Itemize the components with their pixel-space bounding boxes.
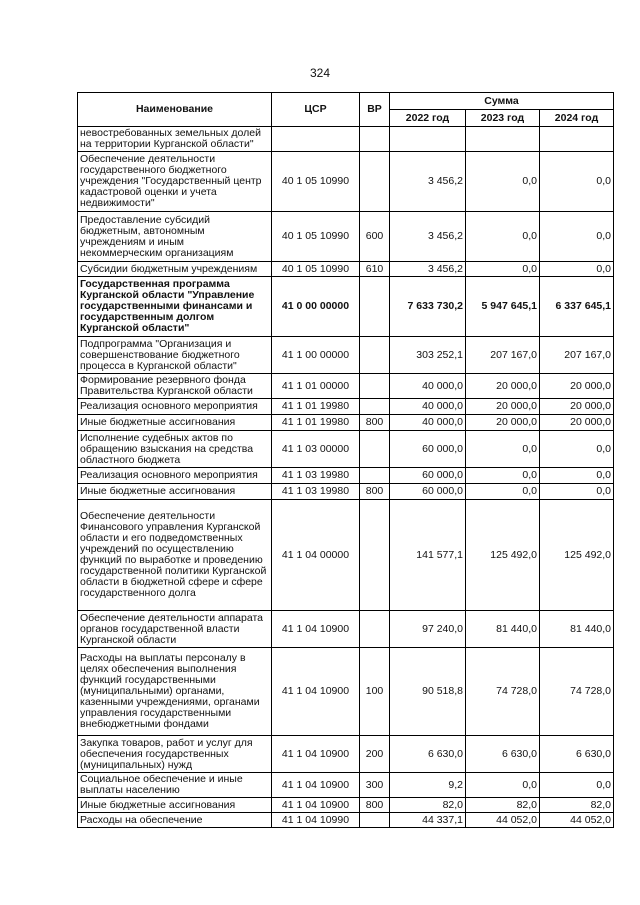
row-value-2023: 5 947 645,1	[466, 277, 540, 337]
row-csr: 41 1 01 19980	[272, 415, 360, 431]
row-name: Предоставление субсидий бюджетным, автономным учреждениям и иным некоммерческим организациям	[78, 212, 272, 262]
row-vr	[360, 399, 390, 415]
row-value-2024: 207 167,0	[540, 337, 614, 374]
row-value-2022: 82,0	[390, 798, 466, 813]
row-value-2023: 82,0	[466, 798, 540, 813]
row-name: Реализация основного мероприятия	[78, 468, 272, 484]
table-row	[78, 337, 614, 374]
row-vr: 800	[360, 484, 390, 500]
row-vr: 800	[360, 798, 390, 813]
row-value-2022: 3 456,2	[390, 212, 466, 262]
row-csr: 41 1 04 10900	[272, 736, 360, 773]
row-csr: 41 1 04 10900	[272, 798, 360, 813]
row-csr: 41 1 04 10900	[272, 611, 360, 648]
table-row	[78, 212, 614, 262]
header-name: Наименование	[78, 93, 272, 127]
row-value-2022: 40 000,0	[390, 415, 466, 431]
row-name: Подпрограмма "Организация и совершенствование бюджетного процесса в Курганской области"	[78, 337, 272, 374]
row-name: Иные бюджетные ассигнования	[78, 415, 272, 431]
page-number: 324	[309, 66, 331, 80]
row-value-2023: 44 052,0	[466, 813, 540, 828]
row-value-2024: 0,0	[540, 773, 614, 798]
row-csr: 41 1 03 19980	[272, 468, 360, 484]
row-name: Обеспечение деятельности аппарата органов государственной власти Курганской области	[78, 611, 272, 648]
table-row	[78, 374, 614, 399]
row-value-2023: 0,0	[466, 773, 540, 798]
row-csr: 40 1 05 10990	[272, 212, 360, 262]
table-row	[78, 611, 614, 648]
table-row	[78, 798, 614, 813]
row-value-2024: 125 492,0	[540, 500, 614, 611]
row-value-2022: 3 456,2	[390, 152, 466, 212]
row-value-2023: 125 492,0	[466, 500, 540, 611]
row-name: Расходы на обеспечение	[78, 813, 272, 828]
row-vr	[360, 611, 390, 648]
row-csr: 41 1 03 19980	[272, 484, 360, 500]
row-value-2023: 6 630,0	[466, 736, 540, 773]
row-csr: 41 1 01 00000	[272, 374, 360, 399]
row-value-2024	[540, 127, 614, 152]
row-name: Социальное обеспечение и иные выплаты населению	[78, 773, 272, 798]
row-csr: 41 1 04 10990	[272, 813, 360, 828]
row-value-2022: 44 337,1	[390, 813, 466, 828]
row-vr: 300	[360, 773, 390, 798]
table-row	[78, 500, 614, 611]
row-value-2024: 0,0	[540, 484, 614, 500]
header-vr: ВР	[360, 93, 390, 127]
row-vr	[360, 127, 390, 152]
table-row	[78, 262, 614, 277]
row-name: Расходы на выплаты персоналу в целях обеспечения выполнения функций государственными (муниципальными) органами, казенными учреждениями, органами управления государственными внебюджетными фондами	[78, 648, 272, 736]
table-row	[78, 415, 614, 431]
row-vr: 610	[360, 262, 390, 277]
row-vr: 800	[360, 415, 390, 431]
row-value-2024: 20 000,0	[540, 399, 614, 415]
header-row-top	[78, 93, 614, 110]
table-row	[78, 773, 614, 798]
header-year-2022: 2022 год	[390, 110, 466, 127]
row-value-2023: 81 440,0	[466, 611, 540, 648]
row-value-2024: 20 000,0	[540, 415, 614, 431]
table-row	[78, 813, 614, 828]
header-year-2024: 2024 год	[540, 110, 614, 127]
row-value-2022: 40 000,0	[390, 374, 466, 399]
row-value-2024: 44 052,0	[540, 813, 614, 828]
table-row	[78, 648, 614, 736]
row-value-2024: 74 728,0	[540, 648, 614, 736]
header-csr: ЦСР	[272, 93, 360, 127]
row-vr	[360, 374, 390, 399]
budget-table	[77, 92, 614, 828]
row-value-2022: 303 252,1	[390, 337, 466, 374]
header-sum: Сумма	[390, 93, 614, 110]
row-value-2022: 9,2	[390, 773, 466, 798]
row-value-2023: 20 000,0	[466, 399, 540, 415]
row-csr: 40 1 05 10990	[272, 152, 360, 212]
row-value-2024: 0,0	[540, 152, 614, 212]
row-value-2023: 0,0	[466, 431, 540, 468]
row-value-2023: 74 728,0	[466, 648, 540, 736]
row-value-2022: 6 630,0	[390, 736, 466, 773]
row-value-2022: 90 518,8	[390, 648, 466, 736]
row-name: Субсидии бюджетным учреждениям	[78, 262, 272, 277]
row-name: Исполнение судебных актов по обращению взыскания на средства областного бюджета	[78, 431, 272, 468]
row-value-2022	[390, 127, 466, 152]
row-vr	[360, 152, 390, 212]
row-csr: 40 1 05 10990	[272, 262, 360, 277]
row-value-2024: 0,0	[540, 468, 614, 484]
row-value-2022: 141 577,1	[390, 500, 466, 611]
row-value-2023: 0,0	[466, 468, 540, 484]
row-value-2023: 0,0	[466, 152, 540, 212]
table-row	[78, 431, 614, 468]
table-row	[78, 468, 614, 484]
row-value-2024: 20 000,0	[540, 374, 614, 399]
row-vr	[360, 813, 390, 828]
row-csr: 41 1 04 00000	[272, 500, 360, 611]
row-value-2023: 0,0	[466, 212, 540, 262]
row-name: Формирование резервного фонда Правительства Курганской области	[78, 374, 272, 399]
row-value-2022: 97 240,0	[390, 611, 466, 648]
row-vr	[360, 337, 390, 374]
row-name: Государственная программа Курганской области "Управление государственными финансами и государственным долгом Курганской области"	[78, 277, 272, 337]
row-vr	[360, 431, 390, 468]
header-year-2023: 2023 год	[466, 110, 540, 127]
row-value-2024: 81 440,0	[540, 611, 614, 648]
row-vr: 200	[360, 736, 390, 773]
row-vr	[360, 277, 390, 337]
row-value-2022: 3 456,2	[390, 262, 466, 277]
row-value-2022: 60 000,0	[390, 468, 466, 484]
row-value-2023	[466, 127, 540, 152]
row-value-2024: 6 630,0	[540, 736, 614, 773]
row-csr: 41 1 04 10900	[272, 648, 360, 736]
table-row	[78, 484, 614, 500]
row-csr: 41 1 04 10900	[272, 773, 360, 798]
row-value-2022: 60 000,0	[390, 431, 466, 468]
table-row	[78, 736, 614, 773]
row-value-2022: 7 633 730,2	[390, 277, 466, 337]
row-value-2024: 0,0	[540, 431, 614, 468]
row-name: Иные бюджетные ассигнования	[78, 798, 272, 813]
row-name: Реализация основного мероприятия	[78, 399, 272, 415]
table-row	[78, 152, 614, 212]
row-value-2024: 0,0	[540, 212, 614, 262]
table-row	[78, 277, 614, 337]
row-value-2023: 0,0	[466, 484, 540, 500]
row-name: Обеспечение деятельности государственного бюджетного учреждения "Государственный центр кадастровой оценки и учета недвижимости"	[78, 152, 272, 212]
row-value-2024: 6 337 645,1	[540, 277, 614, 337]
row-csr	[272, 127, 360, 152]
row-value-2024: 0,0	[540, 262, 614, 277]
row-name: Обеспечение деятельности Финансового управления Курганской области и его подведомственных учреждений по осуществлению функций по выработке и проведению государственной политики Курганской области в бюджетной сфере и сфере государственного долга	[78, 500, 272, 611]
row-name: невостребованных земельных долей на территории Курганской области"	[78, 127, 272, 152]
row-csr: 41 1 01 19980	[272, 399, 360, 415]
table-row	[78, 399, 614, 415]
row-vr: 600	[360, 212, 390, 262]
row-vr	[360, 468, 390, 484]
row-value-2022: 60 000,0	[390, 484, 466, 500]
row-name: Иные бюджетные ассигнования	[78, 484, 272, 500]
row-value-2023: 20 000,0	[466, 374, 540, 399]
row-value-2023: 0,0	[466, 262, 540, 277]
row-name: Закупка товаров, работ и услуг для обеспечения государственных (муниципальных) нужд	[78, 736, 272, 773]
row-csr: 41 0 00 00000	[272, 277, 360, 337]
row-vr: 100	[360, 648, 390, 736]
row-value-2024: 82,0	[540, 798, 614, 813]
row-csr: 41 1 00 00000	[272, 337, 360, 374]
row-vr	[360, 500, 390, 611]
row-csr: 41 1 03 00000	[272, 431, 360, 468]
row-value-2023: 20 000,0	[466, 415, 540, 431]
table-row	[78, 127, 614, 152]
row-value-2022: 40 000,0	[390, 399, 466, 415]
row-value-2023: 207 167,0	[466, 337, 540, 374]
